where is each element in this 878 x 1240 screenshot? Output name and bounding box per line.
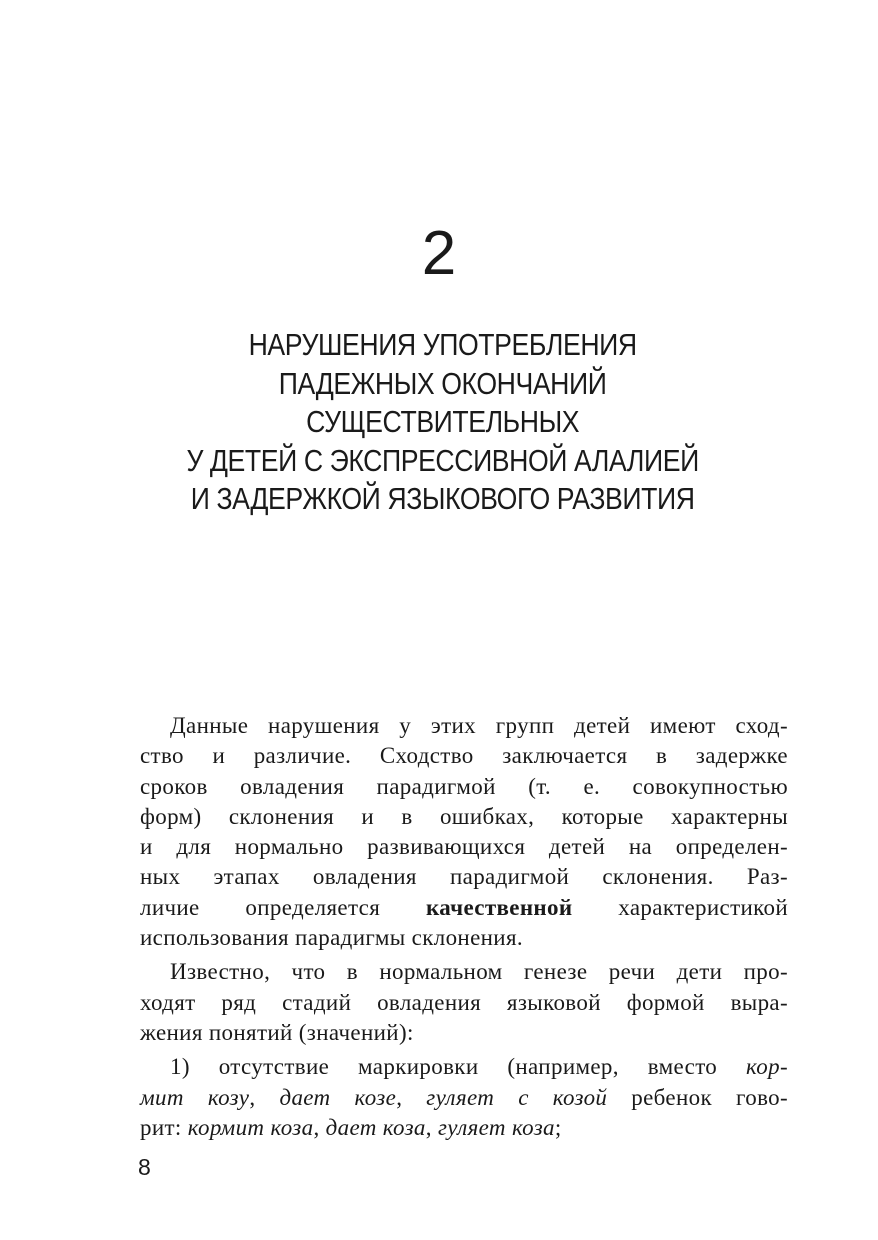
text-line: жения понятий (значений):: [140, 1019, 414, 1045]
italic-example: гуляет с козой: [426, 1084, 608, 1110]
italic-example: мит козу: [140, 1084, 250, 1110]
text-segment: 1) отсутствие маркировки (например, вместо: [170, 1054, 747, 1080]
text-line: ство и различие. Сходство заключается в задержке: [140, 743, 788, 769]
italic-example: кормит коза: [187, 1114, 314, 1140]
text-line: Данные нарушения у этих групп детей имеют сход-: [170, 713, 788, 738]
page-number: 8: [138, 1154, 151, 1180]
text-segment: ребенок гово-: [607, 1084, 788, 1110]
body-text: [140, 711, 788, 1143]
text-segment: ,: [425, 1114, 438, 1140]
chapter-number: 2: [421, 219, 457, 288]
text-line: сроков овладения парадигмой (т. е. совокупностью: [140, 773, 788, 799]
text-segment: ,: [249, 1084, 280, 1110]
text-segment: ;: [554, 1114, 562, 1140]
italic-example: гуляет коза: [437, 1114, 555, 1140]
text-line: [140, 1113, 788, 1143]
text-line: ходят ряд стадий овладения языковой формой выра-: [140, 989, 788, 1015]
text-segment: рит:: [140, 1114, 188, 1140]
chapter-title-line: И ЗАДЕРЖКОЙ ЯЗЫКОВОГО РАЗВИТИЯ: [190, 481, 695, 516]
text-line: Известно, что в нормальном генезе речи дети про-: [170, 959, 788, 985]
text-line: и для нормально развивающихся детей на определен-: [140, 834, 788, 860]
bold-term: качественной: [425, 894, 573, 920]
chapter-title-line: У ДЕТЕЙ С ЭКСПРЕССИВНОЙ АЛАЛИЕЙ: [186, 442, 699, 478]
text-segment: ,: [396, 1084, 427, 1110]
text-segment: характеристикой: [572, 894, 788, 920]
italic-example: дает коза: [325, 1114, 426, 1140]
text-line: [140, 1083, 788, 1113]
chapter-title-line: СУЩЕСТВИТЕЛЬНЫХ: [306, 404, 580, 439]
text-line: [140, 893, 788, 923]
text-line: [140, 1052, 788, 1082]
italic-example: кор-: [746, 1054, 788, 1080]
text-segment: ,: [313, 1114, 326, 1140]
text-line: использования парадигмы склонения.: [140, 925, 523, 951]
chapter-title-line: ПАДЕЖНЫХ ОКОНЧАНИЙ: [278, 365, 607, 401]
text-line: ных этапах овладения парадигмой склонения. Раз-: [140, 864, 788, 890]
chapter-title: [65, 326, 820, 519]
paragraph-stage-1: [140, 1052, 788, 1143]
italic-example: дает козе: [279, 1084, 397, 1110]
text-segment: личие определяется: [140, 894, 426, 920]
chapter-title-line: НАРУШЕНИЯ УПОТРЕБЛЕНИЯ: [248, 327, 637, 362]
text-line: форм) склонения и в ошибках, которые характерны: [140, 803, 788, 829]
paragraph-stages-intro: [140, 957, 788, 1048]
paragraph-similarity: [140, 711, 788, 953]
